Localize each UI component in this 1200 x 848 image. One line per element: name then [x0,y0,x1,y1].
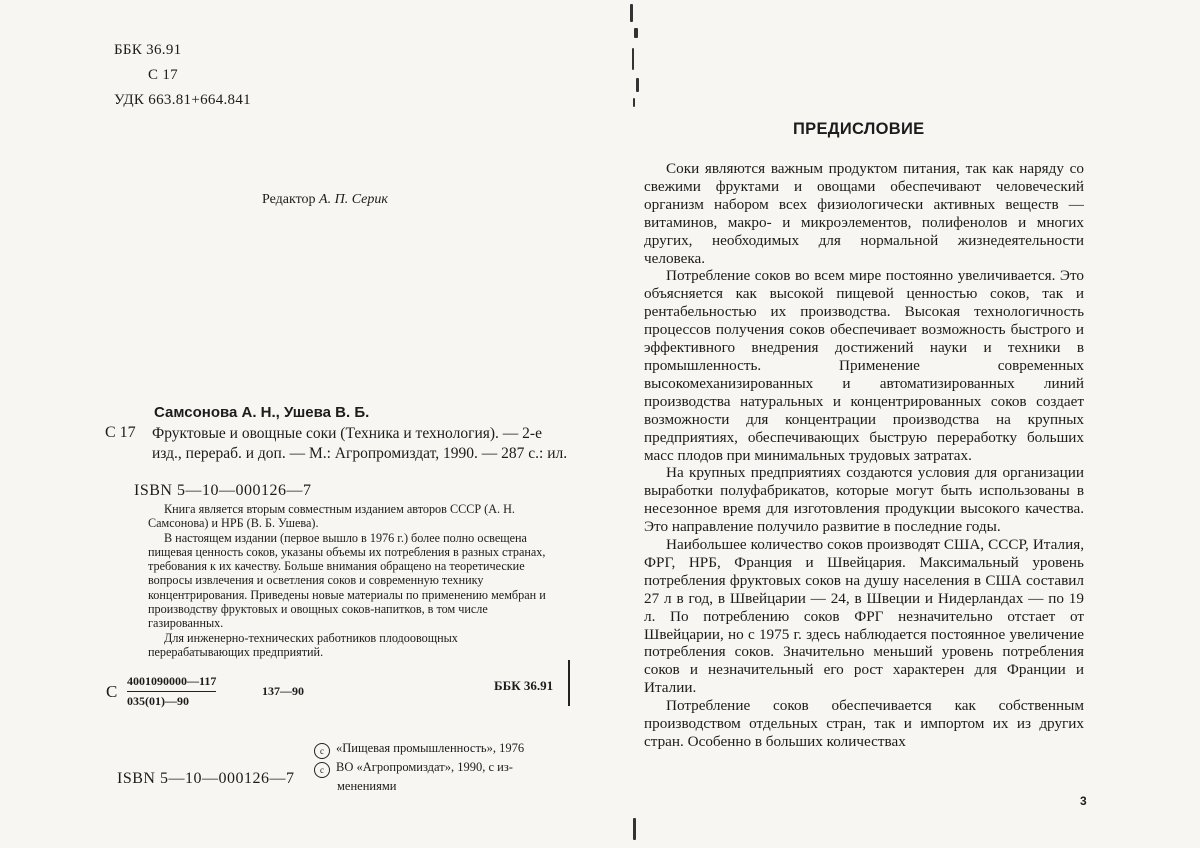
editor-line [262,192,388,208]
catalog-code: С 17 [105,424,136,441]
copyright-line: менениями [337,779,397,793]
udk-code: УДК 663.81+664.841 [114,92,251,108]
bbk-code: ББК 36.91 [114,42,182,58]
annotation-paragraph: В настоящем издании (первое вышло в 1976 г.) более полно освещена пищевая ценность соков, указаны объемы их потребления в разных странах, требования к их качеству. Больше внимания обращено на теоретические вопросы извлечения и осветления соков и современную технику концентрирования. Приведены новые материалы по применению мембран и производству фруктовых и овощных соков-напитков, в том числе газированных. [148,530,546,631]
isbn: ISBN 5—10—000126—7 [134,482,312,499]
scan-speck [633,98,635,107]
preface-paragraph: Наибольшее количество соков производят США, СССР, Италия, ФРГ, НРБ, Франция и Швейцария. Максимальный уровень потребления фруктовых соков на душу населения в США составил 27 л в год, в Швейцарии — 24, в Швеции и Нидерландах — по 19 л. По потреблению соков ФРГ незначительно отстает от Швейцарии, но с 1975 г. здесь наблюдается постоянное увеличение потребления соков. Значительно меньший уровень потребления соков и незначительный его рост характерен для Франции и Италии. [644,536,1084,697]
preface-paragraph: Потребление соков во всем мире постоянно увеличивается. Это объясняется как высокой пищевой ценностью соков, так и рентабельностью их производства. Высокая технологичность процессов получения соков обеспечивает возможность быстрого и эффективного внедрения достижений науки и техники в промышленность. Применение современных высокомеханизированных и автоматизированных линий производства натуральных и концентрированных соков создает возможности для концентрации производства на крупных предприятиях, обеспечивающих быструю переработку больших масс плодов при минимальных трудовых затратах. [644,267,1084,464]
copyright-icon: c [314,762,330,778]
catalog-description: Фруктовые и овощные соки (Техника и технология). — 2-е изд., перераб. и доп. — М.: Агропромиздат, 1990. — 287 с.: ил. [152,425,568,462]
code-order: 137—90 [262,684,304,698]
annotation-paragraph: Для инженерно-технических работников плодоовощных перерабатывающих предприятий. [148,630,458,659]
scan-speck [633,818,636,840]
margin-mark [568,660,570,706]
editor-label: Редактор [262,192,316,207]
scan-speck [636,78,639,92]
scan-speck [634,28,638,38]
page-number: 3 [1080,794,1087,808]
scan-speck [630,4,633,22]
isbn-bottom: ISBN 5—10—000126—7 [117,770,295,787]
catalog-letter: С [106,682,118,701]
copyright-line: c ВО «Агропромиздат», 1990, с из- [314,759,524,778]
editor-name: А. П. Серик [319,192,388,207]
code-numerator: 4001090000—117 [127,674,216,692]
copyright-icon: c [314,743,330,759]
page-title: ПРЕДИСЛОВИЕ [793,120,925,138]
authors: Самсонова А. Н., Ушева В. Б. [154,404,370,421]
annotation [148,502,558,659]
preface-paragraph: На крупных предприятиях создаются условия для организации выработки полуфабрикатов, которые могут быть использованы в несезонное время для изготовления продукции высокого качества. Это направление получило развитие в последние годы. [644,464,1084,536]
copyright-line: c «Пищевая промышленность», 1976 [314,740,524,759]
preface-paragraph: Потребление соков обеспечивается как собственным производством отдельных стран, так и импортом их из других стран. Особенно в больших количествах [644,697,1084,750]
preface-paragraph: Соки являются важным продуктом питания, так как наряду со свежими фруктами и овощами обеспечивают человеческий организм набором всех физиологически активных веществ — витаминов, макро- и микроэлементов, полифенолов и многих других, необходимых для нормальной жизнедеятельности человека. [644,160,1084,267]
annotation-paragraph: Книга является вторым совместным изданием авторов СССР (А. Н. Самсонова) и НРБ (В. Б. Ушева). [148,502,515,531]
scan-speck [632,48,634,70]
classification-block [114,38,251,113]
copyright-block [314,740,524,794]
bbk-bottom: ББК 36.91 [494,678,554,693]
preface-text [644,160,1084,751]
code-denominator: 035(01)—90 [127,694,189,708]
author-mark: С 17 [148,67,178,83]
